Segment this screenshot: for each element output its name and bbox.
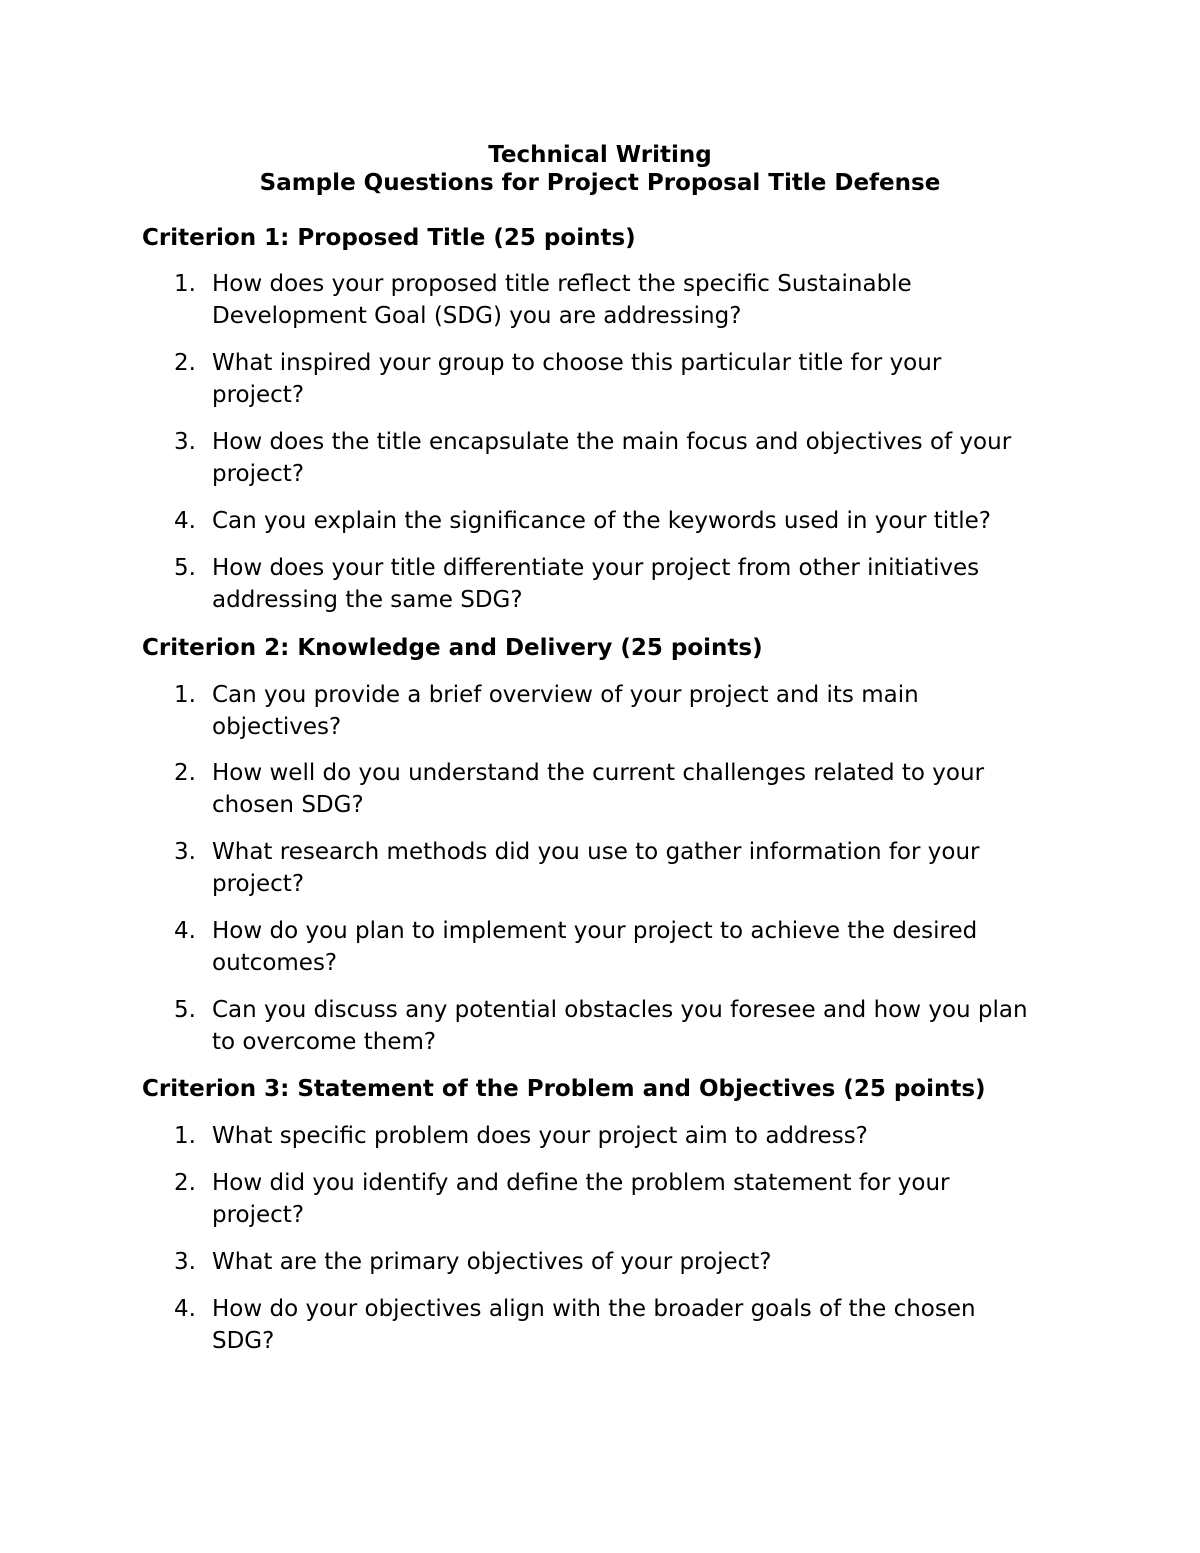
question-text (212, 1167, 1062, 1231)
question-text (212, 426, 1062, 490)
question-number: 4. (174, 508, 196, 534)
question-line: project? (212, 871, 305, 897)
question-text (212, 505, 1062, 537)
question-line: Can you discuss any potential obstacles you foresee and how you plan (212, 997, 1028, 1023)
question-line: What inspired your group to choose this particular title for your (212, 350, 942, 376)
question-line: Can you provide a brief overview of your project and its main (212, 682, 919, 708)
question-number: 3. (174, 429, 196, 455)
question-line: How does your proposed title reflect the specific Sustainable (212, 271, 912, 297)
question-text (212, 552, 1062, 616)
question-line: How does your title differentiate your project from other initiatives (212, 555, 980, 581)
question-line: How well do you understand the current challenges related to your (212, 760, 985, 786)
question-number: 2. (174, 1170, 196, 1196)
question-number: 2. (174, 760, 196, 786)
question-line: What are the primary objectives of your project? (212, 1249, 772, 1275)
question-number: 1. (174, 682, 196, 708)
document-title: Technical Writing (488, 142, 712, 168)
question-line: Development Goal (SDG) you are addressing? (212, 303, 742, 329)
question-line: What specific problem does your project aim to address? (212, 1123, 868, 1149)
question-line: How does the title encapsulate the main focus and objectives of your (212, 429, 1012, 455)
question-text (212, 836, 1062, 900)
question-text (212, 1120, 1062, 1152)
question-line: project? (212, 382, 305, 408)
question-number: 4. (174, 1296, 196, 1322)
question-text (212, 347, 1062, 411)
question-text (212, 915, 1062, 979)
question-line: Can you explain the significance of the keywords used in your title? (212, 508, 991, 534)
question-line: How did you identify and define the problem statement for your (212, 1170, 950, 1196)
question-line: chosen SDG? (212, 792, 364, 818)
question-line: How do your objectives align with the broader goals of the chosen (212, 1296, 976, 1322)
question-number: 3. (174, 1249, 196, 1275)
question-number: 5. (174, 555, 196, 581)
question-text (212, 1246, 1062, 1278)
criterion-heading: Criterion 2: Knowledge and Delivery (25 points) (142, 635, 763, 661)
question-number: 1. (174, 271, 196, 297)
criterion-heading: Criterion 3: Statement of the Problem and Objectives (25 points) (142, 1076, 986, 1102)
question-number: 1. (174, 1123, 196, 1149)
question-text (212, 757, 1062, 821)
question-text (212, 1293, 1062, 1357)
question-number: 4. (174, 918, 196, 944)
question-line: project? (212, 1202, 305, 1228)
question-line: project? (212, 461, 305, 487)
question-line: to overcome them? (212, 1029, 437, 1055)
question-line: outcomes? (212, 950, 338, 976)
document-subtitle: Sample Questions for Project Proposal Title Defense (259, 170, 941, 196)
question-text (212, 268, 1062, 332)
question-line: What research methods did you use to gather information for your (212, 839, 980, 865)
criterion-heading: Criterion 1: Proposed Title (25 points) (142, 225, 636, 251)
question-line: objectives? (212, 714, 342, 740)
question-text (212, 679, 1062, 743)
question-line: addressing the same SDG? (212, 587, 523, 613)
question-text (212, 994, 1062, 1058)
question-number: 5. (174, 997, 196, 1023)
question-line: SDG? (212, 1328, 275, 1354)
question-line: How do you plan to implement your project to achieve the desired (212, 918, 978, 944)
question-number: 2. (174, 350, 196, 376)
question-number: 3. (174, 839, 196, 865)
